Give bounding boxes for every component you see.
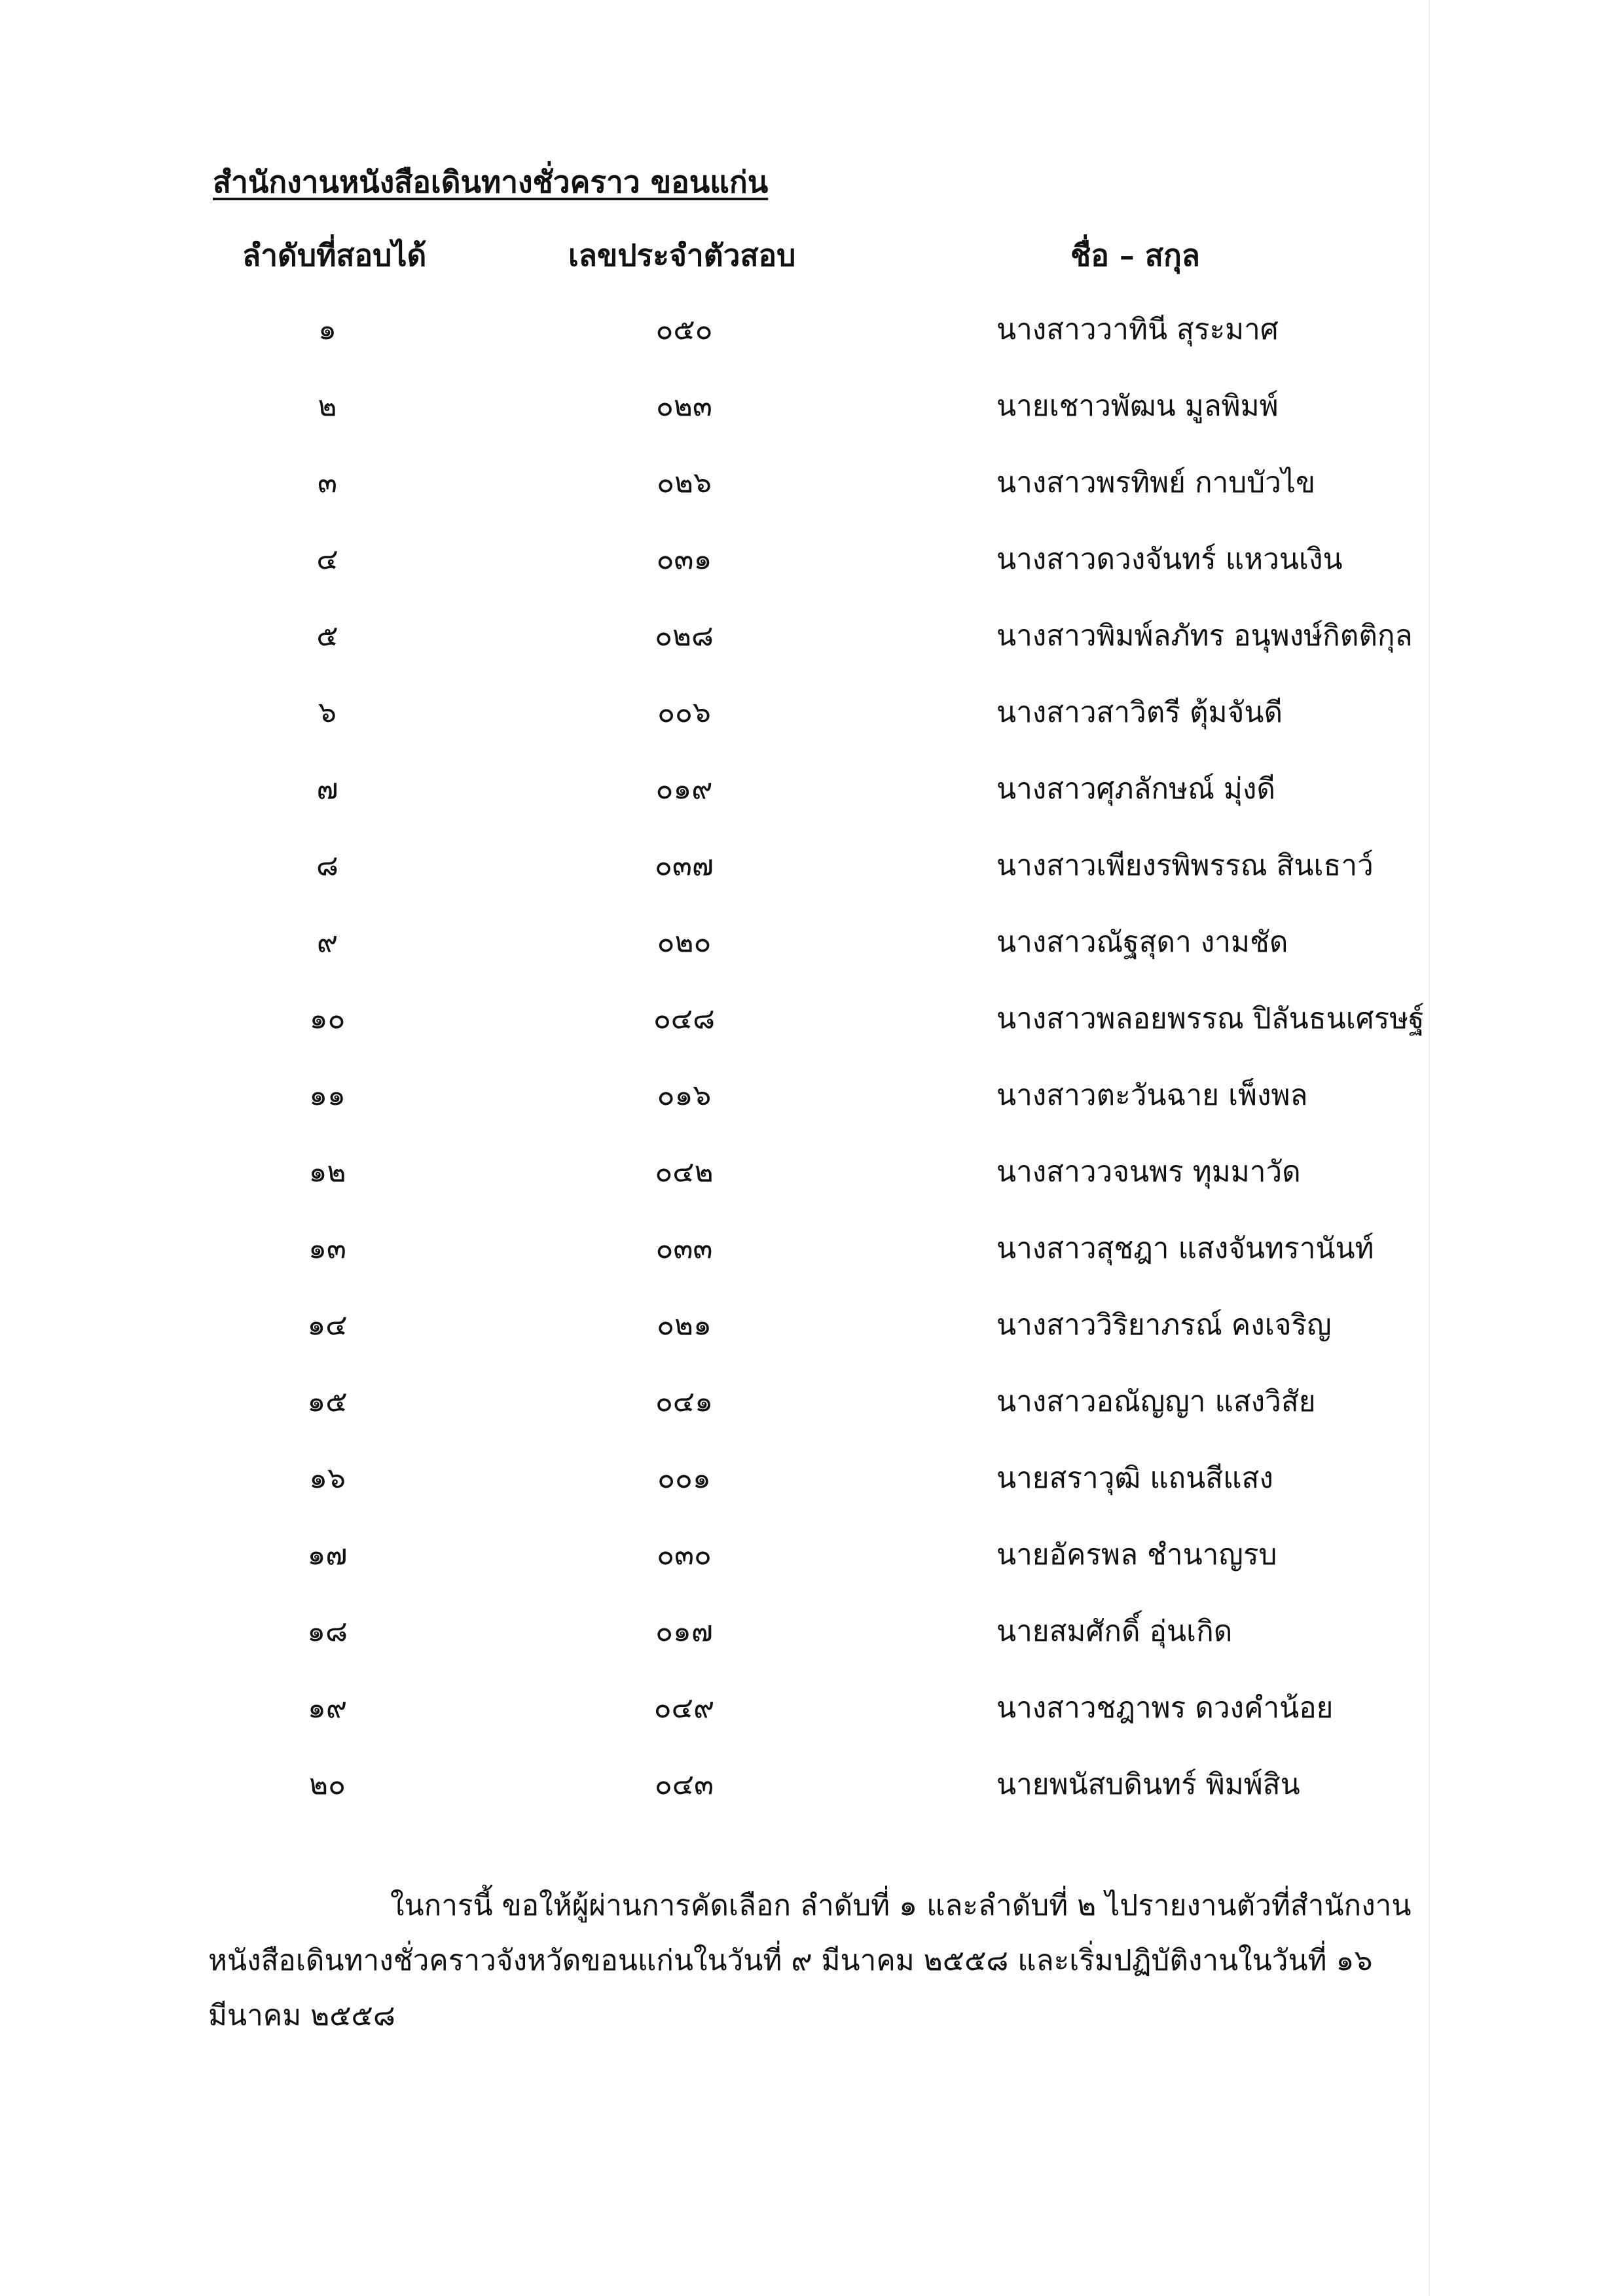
rank-cell: ๑๔ [307,1308,348,1342]
result-row [0,842,1623,919]
exam-number-cell: ๐๔๓ [654,1768,714,1801]
exam-number-cell: ๐๓๗ [654,849,714,882]
result-row [0,1378,1623,1455]
rank-cell: ๑๑ [309,1079,346,1112]
result-row [0,383,1623,459]
full-name-cell: นางสาวพรทิพย์ กาบบัวไข [996,466,1316,499]
exam-number-cell: ๐๑๙ [655,772,713,806]
full-name-cell: นางสาวพิมพ์ลภัทร อนุพงษ์กิตติกุล [996,619,1413,653]
exam-number-cell: ๐๑๗ [655,1615,713,1648]
full-name-cell: นางสาวอณัญญา แสงวิสัย [996,1385,1316,1418]
full-name-cell: นางสาวศุภลักษณ์ มุ่งดี [996,772,1275,806]
full-name-cell: นางสาวดวงจันทร์ แหวนเงิน [996,543,1343,576]
rank-cell: ๑๘ [307,1615,348,1648]
result-row [0,919,1623,996]
rank-cell: ๑๐ [309,1002,346,1035]
closing-paragraph [208,1878,1426,2043]
full-name-cell: นายอัครพล ชำนาญรบ [996,1538,1277,1571]
rank-cell: ๑ [318,313,337,346]
exam-number-cell: ๐๐๖ [657,696,711,729]
closing-paragraph-text: ในการนี้ ขอให้ผู้ผ่านการคัดเลือก ลำดับที่ ๑ และลำดับที่ ๒ ไปรายงานตัวที่สำนักงานหนังสือเดินทางชั่วคราวจังหวัดขอนแก่นในวันที่ ๙ มีนาคม ๒๕๕๘ และเริ่มปฏิบัติงานในวันที่ ๑๖ มีนาคม ๒๕๕๘ [208,1889,1412,2032]
exam-number-cell: ๐๐๑ [657,1462,711,1495]
exam-number-cell: ๐๓๐ [657,1538,712,1571]
office-title: สำนักงานหนังสือเดินทางชั่วคราว ขอนแก่น [213,164,769,200]
rank-cell: ๕ [316,619,338,653]
rank-cell: ๑๗ [307,1538,348,1571]
exam-number-cell: ๐๒๘ [655,619,714,653]
exam-number-cell: ๐๕๐ [655,313,713,346]
exam-number-cell: ๐๒๐ [657,925,712,959]
rank-cell: ๑๕ [307,1385,348,1418]
rank-cell: ๔ [316,543,338,576]
full-name-cell: นายสราวุฒิ แถนสีแสง [996,1462,1273,1495]
full-name-cell: นายเชาวพัฒน มูลพิมพ์ [996,389,1279,423]
result-row [0,689,1623,766]
full-name-cell: นางสาวณัฐสุดา งามชัด [996,925,1288,959]
result-row [0,1532,1623,1608]
result-row [0,1608,1623,1685]
full-name-cell: นางสาววาทินี สุระมาศ [996,313,1279,346]
exam-number-cell: ๐๑๖ [657,1079,712,1112]
result-row [0,1149,1623,1225]
full-name-cell: นางสาวเพียงรพิพรรณ สินเธาว์ [996,849,1374,882]
result-row [0,1685,1623,1761]
rank-cell: ๑๓ [308,1232,346,1265]
rank-cell: ๑๒ [308,1155,346,1189]
rank-cell: ๙ [316,925,338,959]
full-name-cell: นางสาววจนพร ทุมมาวัด [996,1155,1301,1189]
result-row [0,536,1623,613]
rank-cell: ๗ [316,772,338,806]
exam-number-cell: ๐๒๑ [657,1308,712,1342]
rank-cell: ๑๙ [307,1691,348,1725]
full-name-cell: นายพนัสบดินทร์ พิมพ์สิน [996,1768,1300,1801]
exam-number-cell: ๐๔๙ [653,1691,715,1725]
exam-number-cell: ๐๔๘ [653,1002,716,1035]
full-name-cell: นางสาวชฎาพร ดวงคำน้อย [996,1691,1334,1725]
exam-number-cell: ๐๒๓ [656,389,712,423]
result-row [0,766,1623,842]
full-name-cell: นางสาวสุชฎา แสงจันทรานันท์ [996,1232,1374,1265]
full-name-cell: นางสาววิริยาภรณ์ คงเจริญ [996,1308,1332,1342]
rank-cell: ๘ [316,849,338,882]
result-row [0,1302,1623,1378]
rank-cell: ๓ [317,466,338,499]
header-exam-number: เลขประจำตัวสอบ [568,238,796,273]
rank-cell: ๑๖ [309,1462,346,1495]
result-row [0,1761,1623,1838]
exam-number-cell: ๐๔๒ [655,1155,714,1189]
header-full-name: ชื่อ – สกุล [1070,238,1200,273]
result-row [0,459,1623,536]
result-row [0,996,1623,1072]
rank-cell: ๖ [318,696,337,729]
exam-number-cell: ๐๔๑ [655,1385,714,1418]
result-row [0,1225,1623,1302]
rank-cell: ๒๐ [309,1768,346,1801]
full-name-cell: นายสมศักดิ์ อุ่นเกิด [996,1615,1233,1648]
full-name-cell: นางสาวตะวันฉาย เพ็งพล [996,1079,1308,1112]
result-row [0,613,1623,689]
full-name-cell: นางสาวพลอยพรรณ ปิลันธนเศรษฐ์ [996,1002,1425,1035]
exam-number-cell: ๐๒๖ [657,466,712,499]
rank-cell: ๒ [318,389,337,423]
result-row [0,1072,1623,1149]
full-name-cell: นางสาวสาวิตรี ตุ้มจันดี [996,696,1283,729]
result-row [0,1455,1623,1532]
header-rank: ลำดับที่สอบได้ [242,238,427,273]
result-row [0,306,1623,383]
results-list [0,306,1623,1838]
exam-number-cell: ๐๓๑ [656,543,712,576]
exam-number-cell: ๐๓๓ [655,1232,713,1265]
